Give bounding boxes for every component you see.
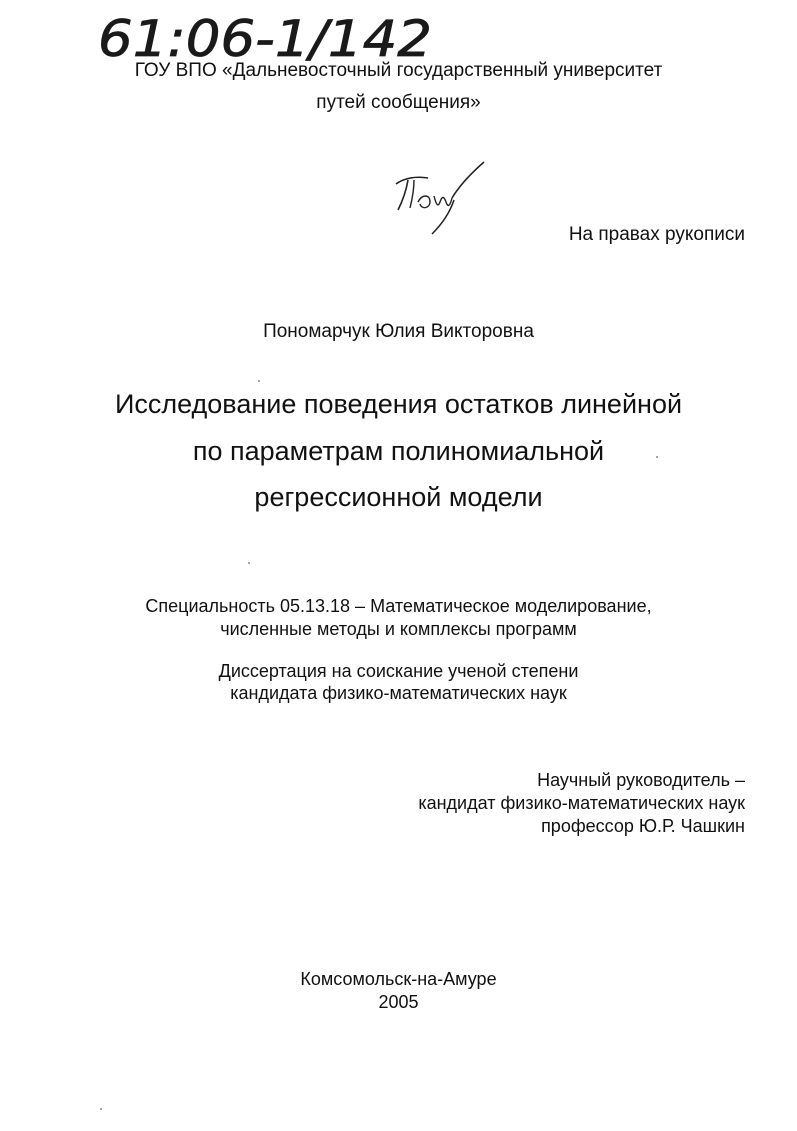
stamp-code-text: 61:06-1/142 [98,10,432,64]
degree-line1: Диссертация на соискание ученой степени [218,661,579,681]
scan-speck [100,1108,102,1110]
specialty-line1: Специальность 05.13.18 – Математическое моделирование, [145,596,652,616]
specialty-line2: численные методы и комплексы программ [220,619,577,639]
rights-note: На правах рукописи [568,224,745,245]
author-name: Пономарчук Юлия Викторовна [263,321,534,342]
supervisor-line1: Научный руководитель – [537,770,745,790]
university-name-line1: ГОУ ВПО «Дальневосточный государственный университет [134,60,663,81]
supervisor-line2: кандидат физико-математических наук [418,793,745,813]
handwritten-stamp-code [96,8,436,64]
dissertation-title-line2: по параметрам полиномиальной [192,436,605,466]
scan-speck [258,380,260,382]
supervisor-line3: профессор Ю.Р. Чашкин [541,816,745,836]
handwritten-signature [388,158,498,238]
footer-city: Комсомольск-на-Амуре [300,969,497,989]
footer-year: 2005 [378,992,419,1012]
scan-speck [656,456,658,458]
degree-line2: кандидата физико-математических наук [230,683,567,703]
dissertation-title-line3: регрессионной модели [254,482,543,512]
university-name-line2: путей сообщения» [316,92,481,113]
dissertation-title-line1: Исследование поведения остатков линейной [114,389,683,419]
scan-speck [248,562,250,564]
